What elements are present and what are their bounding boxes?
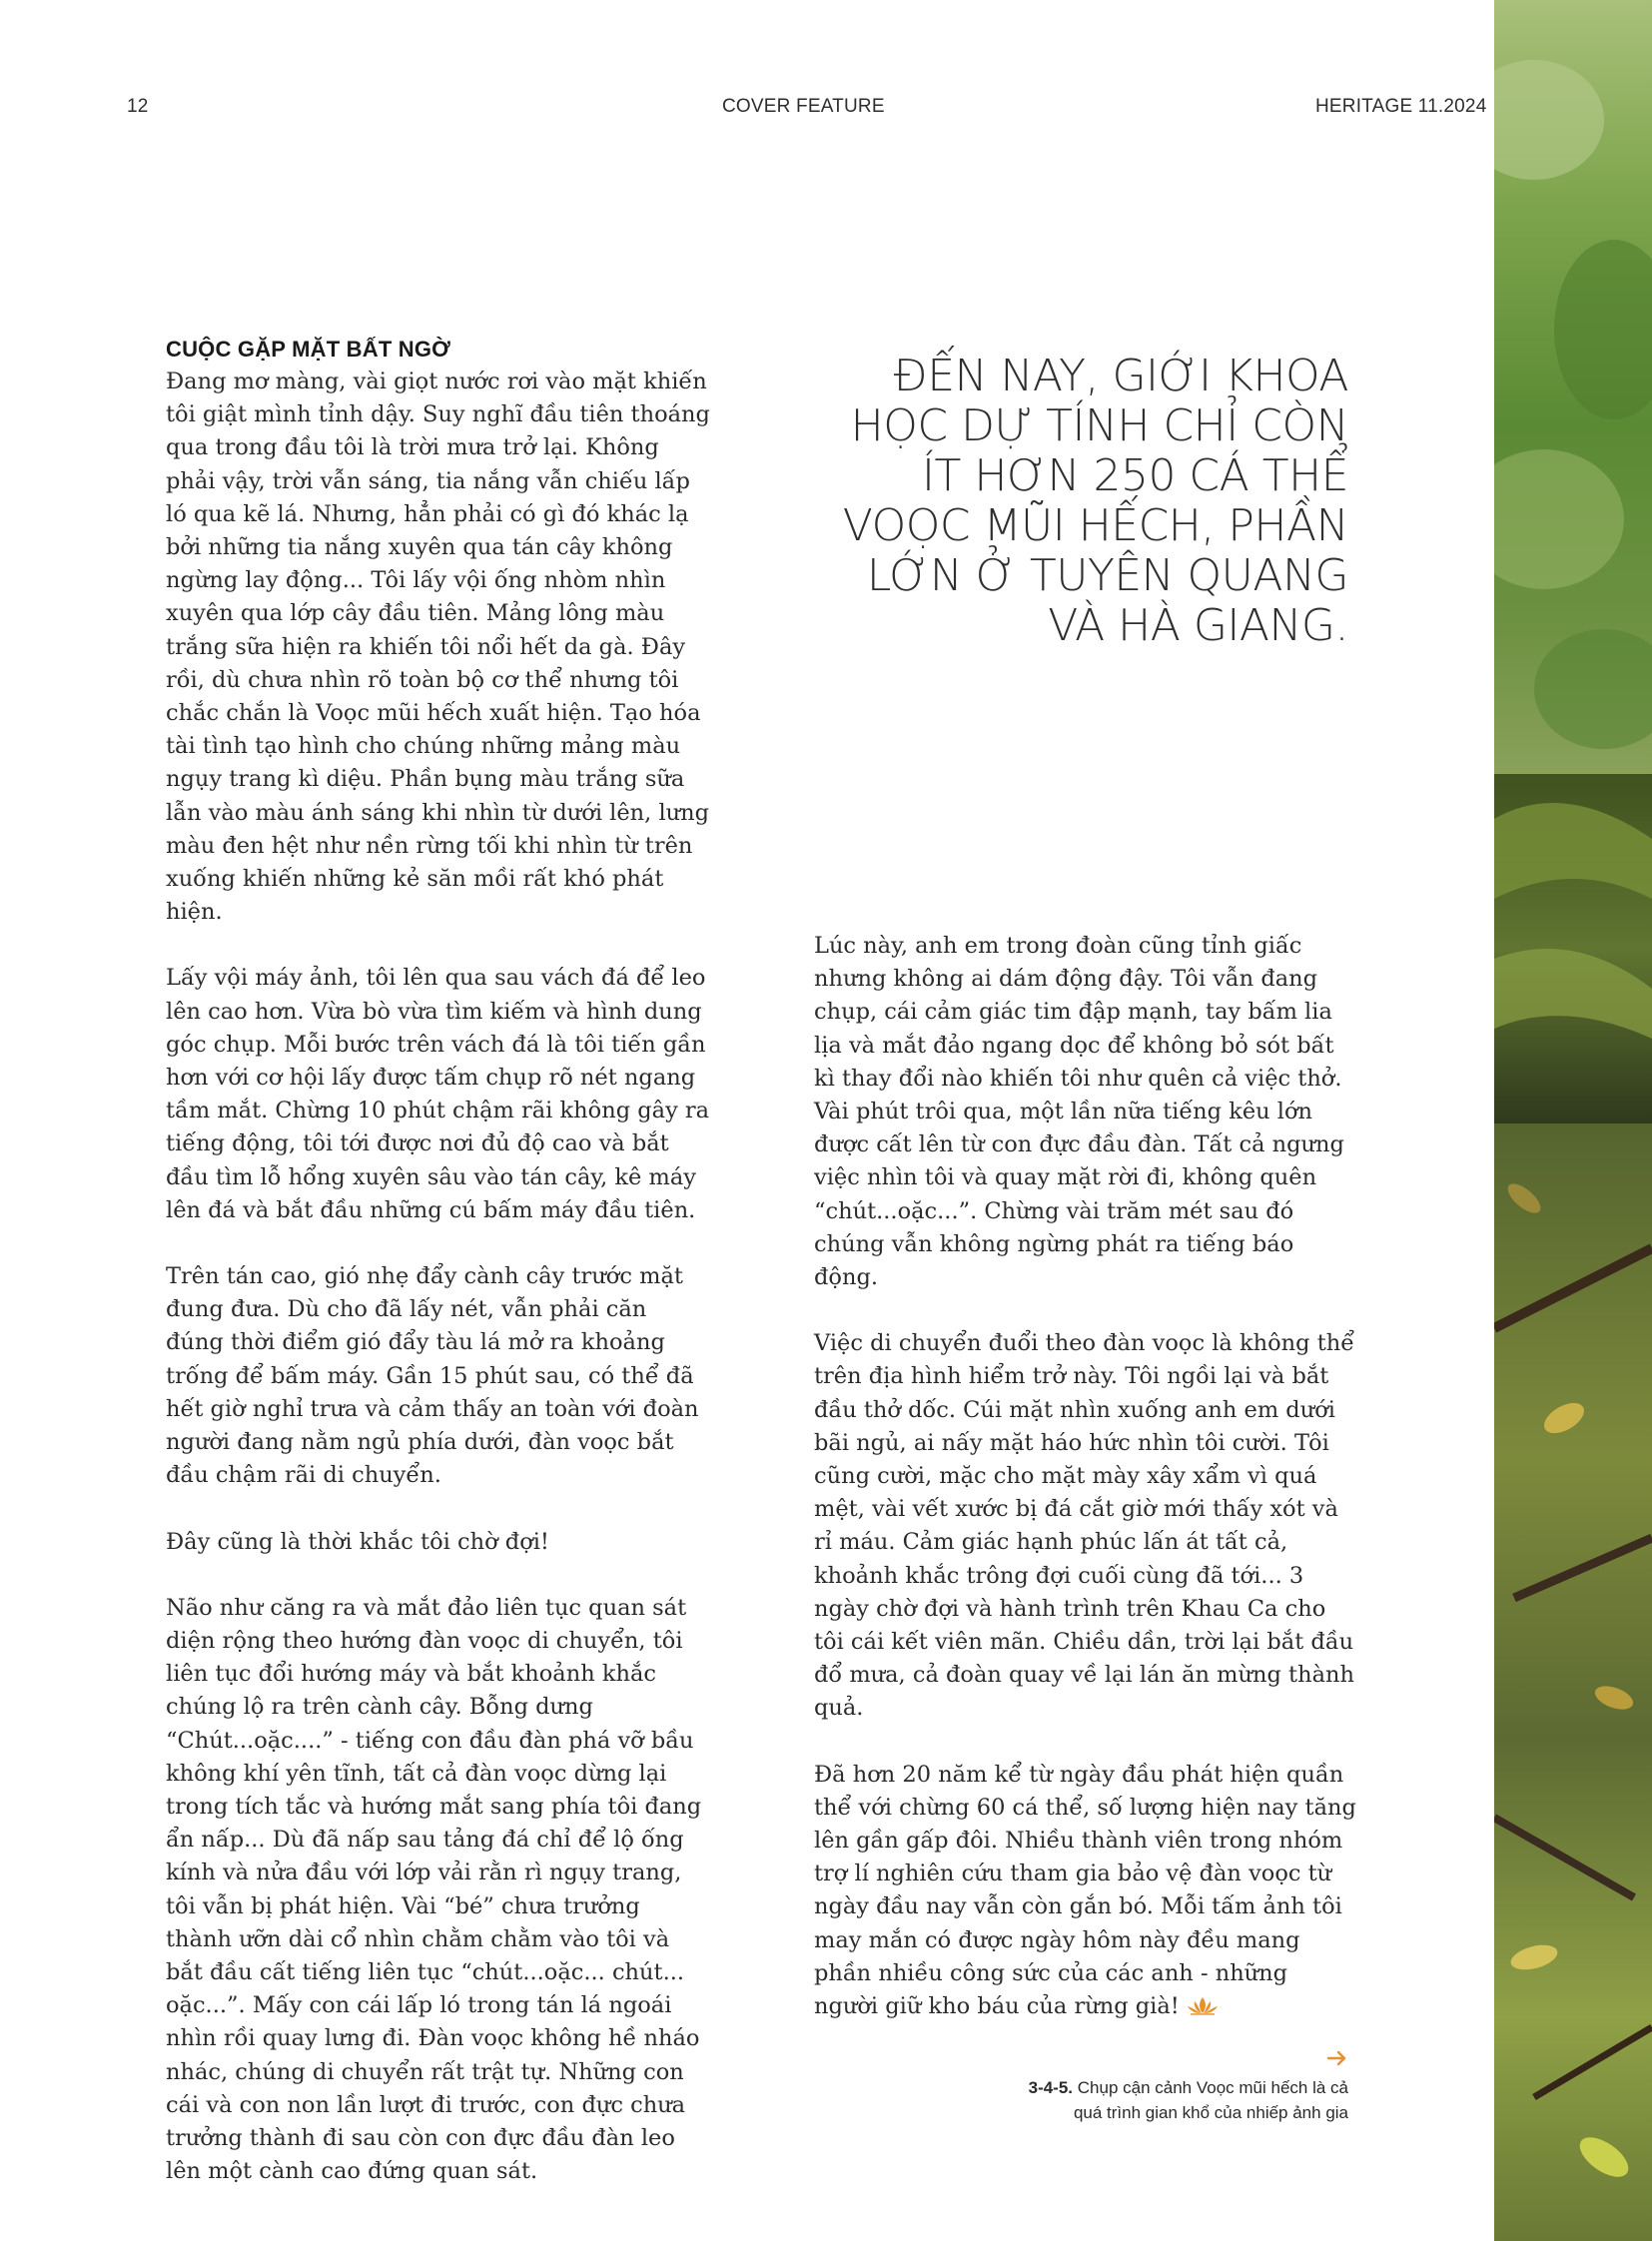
paragraph: Não như căng ra và mắt đảo liên tục quan sát diện rộng theo hướng đàn voọc di chuyển, tôi liên tục đổi hướng máy và bắt khoảnh khắc chúng lộ ra trên cành cây. Bỗng dưng “Chút...oặc....” - tiếng con đầu đàn phá vỡ bầu không khí yên tĩnh, tất cả đàn voọc dừng lại trong tích tắc và hướng mắt sang phía tôi đang ẩn nấp... Dù đã nấp sau tảng đá chỉ để lộ ống kính và nửa đầu với lớp vải rằn rì ngụy trang, tôi vẫn bị phát hiện. Vài “bé” chưa trưởng thành ưỡn dài cổ nhìn chằm chằm vào tôi và bắt đầu cất tiếng liên tục “chút...oặc... chút... oặc...”. Mấy con cái lấp ló trong tán lá ngoái nhìn rồi quay lưng đi. Đàn voọc không hề nháo nhác, chúng di chuyển rất trật tự. Những con cái và con non lần lượt đi trước, con đực chưa trưởng thành đi sau còn con đực đầu đàn leo lên một cành cao đứng quan sát. — [166, 1594, 702, 2185]
page-number: 12 — [127, 96, 149, 117]
paragraph: Đang mơ màng, vài giọt nước rơi vào mặt khiến tôi giật mình tỉnh dậy. Suy nghĩ đầu tiên thoáng qua trong đầu tôi là trời mưa trở lại. Không phải vậy, trời vẫn sáng, tia nắng vẫn chiếu lấp ló qua kẽ lá. Nhưng, hẳn phải có gì đó khác lạ bởi những tia nắng xuyên qua tán cây không ngừng lay động... Tôi lấy vội ống nhòm nhìn xuyên qua lớp cây đầu tiên. Mảng lông màu trắng sữa hiện ra khiến tôi nổi hết da gà. Đây rồi, dù chưa nhìn rõ toàn bộ cơ thể nhưng tôi chắc chắn là Voọc mũi hếch xuất hiện. Tạo hóa tài tình tạo hình cho chúng những mảng màu ngụy trang kì diệu. Phần bụng màu trắng sữa lẫn vào màu ánh sáng khi nhìn từ dưới lên, lưng màu đen hệt như nền rừng tối khi nhìn từ trên xuống khiến những kẻ săn mồi rất khó phát hiện. — [166, 369, 710, 926]
photo-caption — [1009, 2075, 1348, 2125]
forest-photo-strip — [1494, 0, 1652, 2241]
paragraph: Lúc này, anh em trong đoàn cũng tỉnh giấc nhưng không ai dám động đậy. Tôi vẫn đang chụp, cái cảm giác tim đập mạnh, tay bấm lia lịa và mắt đảo ngang dọc để không bỏ sót bất kì thay đổi nào khiến tôi như quên cả việc thở. Vài phút trôi qua, một lần nữa tiếng kêu lớn được cất lên từ con đực đầu đàn. Tất cả ngưng việc nhìn tôi và quay mặt rời đi, không quên “chút...oặc...”. Chừng vài trăm mét sau đó chúng vẫn không ngừng phát ra tiếng báo động. — [814, 933, 1344, 1291]
article-column-left — [166, 334, 710, 2188]
arrow-right-icon — [1326, 2049, 1348, 2067]
paragraph: Việc di chuyển đuổi theo đàn voọc là không thể trên địa hình hiểm trở này. Tôi ngồi lại và bắt đầu thở dốc. Cúi mặt nhìn xuống anh em dưới bãi ngủ, ai nấy mặt háo hức nhìn tôi cười. Tôi cũng cười, mặc cho mặt mày xây xẩm vì quá mệt, vài vết xước bị đá cắt giờ mới thấy xót và rỉ máu. Cảm giác hạnh phúc lấn át tất cả, khoảnh khắc trông đợi cuối cùng đã tới... 3 ngày chờ đợi và hành trình trên Khau Ca cho tôi cái kết viên mãn. Chiều dần, trời lại bắt đầu đổ mưa, cả đoàn quay về lại lán ăn mừng thành quả. — [814, 1330, 1355, 1722]
issue-label: HERITAGE 11.2024 — [1315, 96, 1487, 117]
section-heading: CUỘC GẶP MẶT BẤT NGỜ — [166, 337, 451, 362]
pull-quote: ĐẾN NAY, GIỚI KHOA HỌC DỰ TÍNH CHỈ CÒN ÍT HƠN 250 CÁ THỂ VOỌC MŨI HẾCH, PHẦN LỚN Ở TUYÊN QUANG VÀ HÀ GIANG. — [842, 351, 1348, 651]
caption-number: 3-4-5. — [1028, 2078, 1074, 2097]
paragraph: Lấy vội máy ảnh, tôi lên qua sau vách đá để leo lên cao hơn. Vừa bò vừa tìm kiếm và hình dung góc chụp. Mỗi bước trên vách đá là tôi tiến gần hơn với cơ hội lấy được tấm chụp rõ nét ngang tầm mắt. Chừng 10 phút chậm rãi không gây ra tiếng động, tôi tới được nơi đủ độ cao và bắt đầu tìm lỗ hổng xuyên sâu vào tán cây, kê máy lên đá và bắt đầu những cú bấm máy đầu tiên. — [166, 965, 710, 1223]
article-column-right — [814, 930, 1358, 2025]
caption-text: Chụp cận cảnh Voọc mũi hếch là cả quá trình gian khổ của nhiếp ảnh gia — [1073, 2078, 1348, 2122]
lotus-icon — [1186, 1992, 1220, 2025]
paragraph-final — [814, 1759, 1358, 2026]
paragraph: Đây cũng là thời khắc tôi chờ đợi! — [166, 1528, 549, 1555]
paragraph: Trên tán cao, gió nhẹ đẩy cành cây trước mặt đung đưa. Dù cho đã lấy nét, vẫn phải căn đúng thời điểm gió đẩy tàu lá mở ra khoảng trống để bấm máy. Gần 15 phút sau, có thể đã hết giờ nghỉ trưa và cảm thấy an toàn với đoàn người đang nằm ngủ phía dưới, đàn voọc bắt đầu chậm rãi di chuyển. — [166, 1263, 699, 1489]
paragraph-text: Đã hơn 20 năm kể từ ngày đầu phát hiện quần thể với chừng 60 cá thể, số lượng hiện nay tăng lên gần gấp đôi. Nhiều thành viên trong nhóm trợ lí nghiên cứu tham gia bảo vệ đàn voọc từ ngày đầu nay vẫn còn gắn bó. Mỗi tấm ảnh tôi may mắn có được ngày hôm này đều mang phần nhiều công sức của các anh - những người giữ kho báu của rừng già! — [814, 1761, 1356, 2020]
section-label: COVER FEATURE — [722, 96, 885, 117]
